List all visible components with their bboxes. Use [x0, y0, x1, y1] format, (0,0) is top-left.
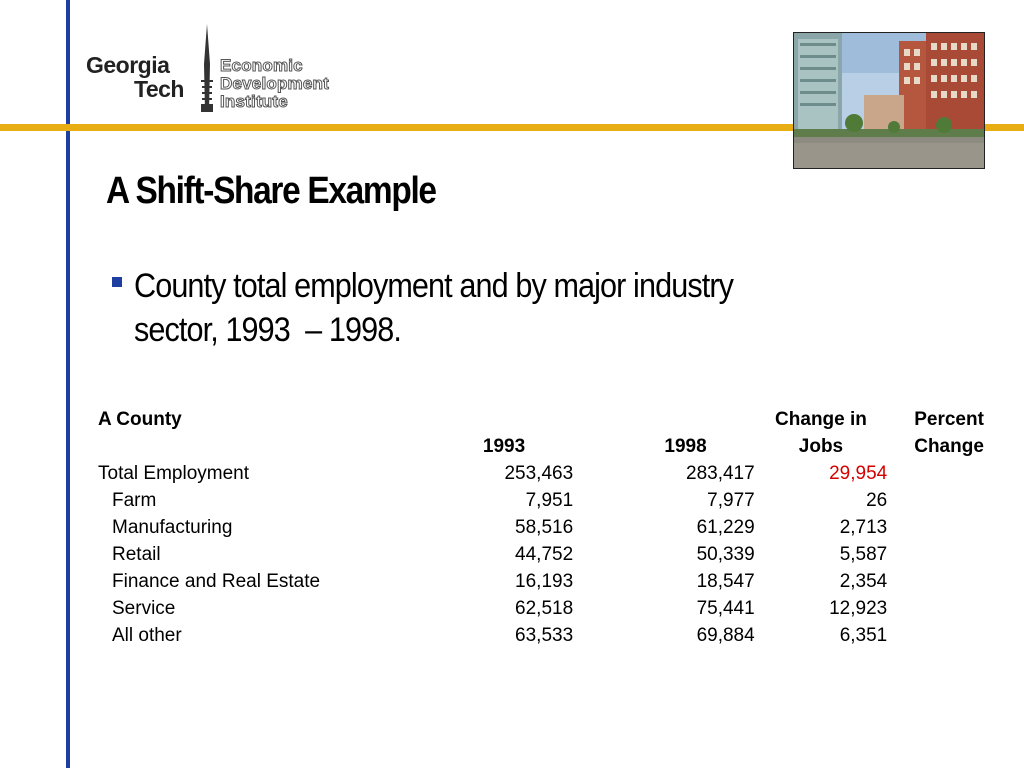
logo-economic-text: Economic [220, 56, 303, 75]
slide-title: A Shift-Share Example [106, 170, 436, 212]
table-row: Service 62,518 75,441 12,923 [112, 598, 888, 619]
header-1998: 1998 [664, 436, 707, 457]
table-row: Manufacturing 58,516 61,229 2,713 [112, 517, 888, 538]
georgia-tech-edi-logo [86, 24, 386, 116]
header-percent-line2: Change [914, 436, 984, 457]
logo-tech-text: Tech [134, 76, 184, 102]
total-change-highlight: 29,954 [829, 463, 888, 484]
bullet-line-2: sector, 1993 – 1998. [134, 311, 401, 349]
table-row: Total Employment 253,463 283,417 29,954 [98, 460, 1024, 487]
table-row: Retail 44,752 50,339 5,587 [112, 544, 888, 565]
table-row: Finance and Real Estate 16,193 18,547 2,354 [112, 571, 888, 592]
employment-table [98, 406, 1024, 649]
bullet-marker-icon [112, 277, 122, 287]
table-row: All other 63,533 69,884 6,351 [112, 625, 888, 646]
logo-institute-text: Institute [220, 92, 288, 111]
header-change-line2: Jobs [798, 436, 844, 457]
left-accent-bar [66, 0, 70, 768]
logo-development-text: Development [220, 74, 329, 93]
table-row: Farm 7,951 7,977 26 [112, 490, 888, 511]
header-change-line1: Change in [775, 409, 867, 430]
table-header-row-1 [98, 406, 1024, 433]
table-header-row-2 [98, 433, 1024, 460]
campus-building-photo [793, 32, 985, 169]
bullet-line-1: County total employment and by major industry [134, 267, 734, 305]
table-label: A County [98, 409, 182, 430]
header-percent-line1: Percent [914, 409, 984, 430]
tech-tower-icon [198, 24, 216, 112]
bullet-text [134, 264, 872, 352]
header-1993: 1993 [482, 436, 526, 457]
logo-georgia-text: Georgia [86, 52, 170, 78]
